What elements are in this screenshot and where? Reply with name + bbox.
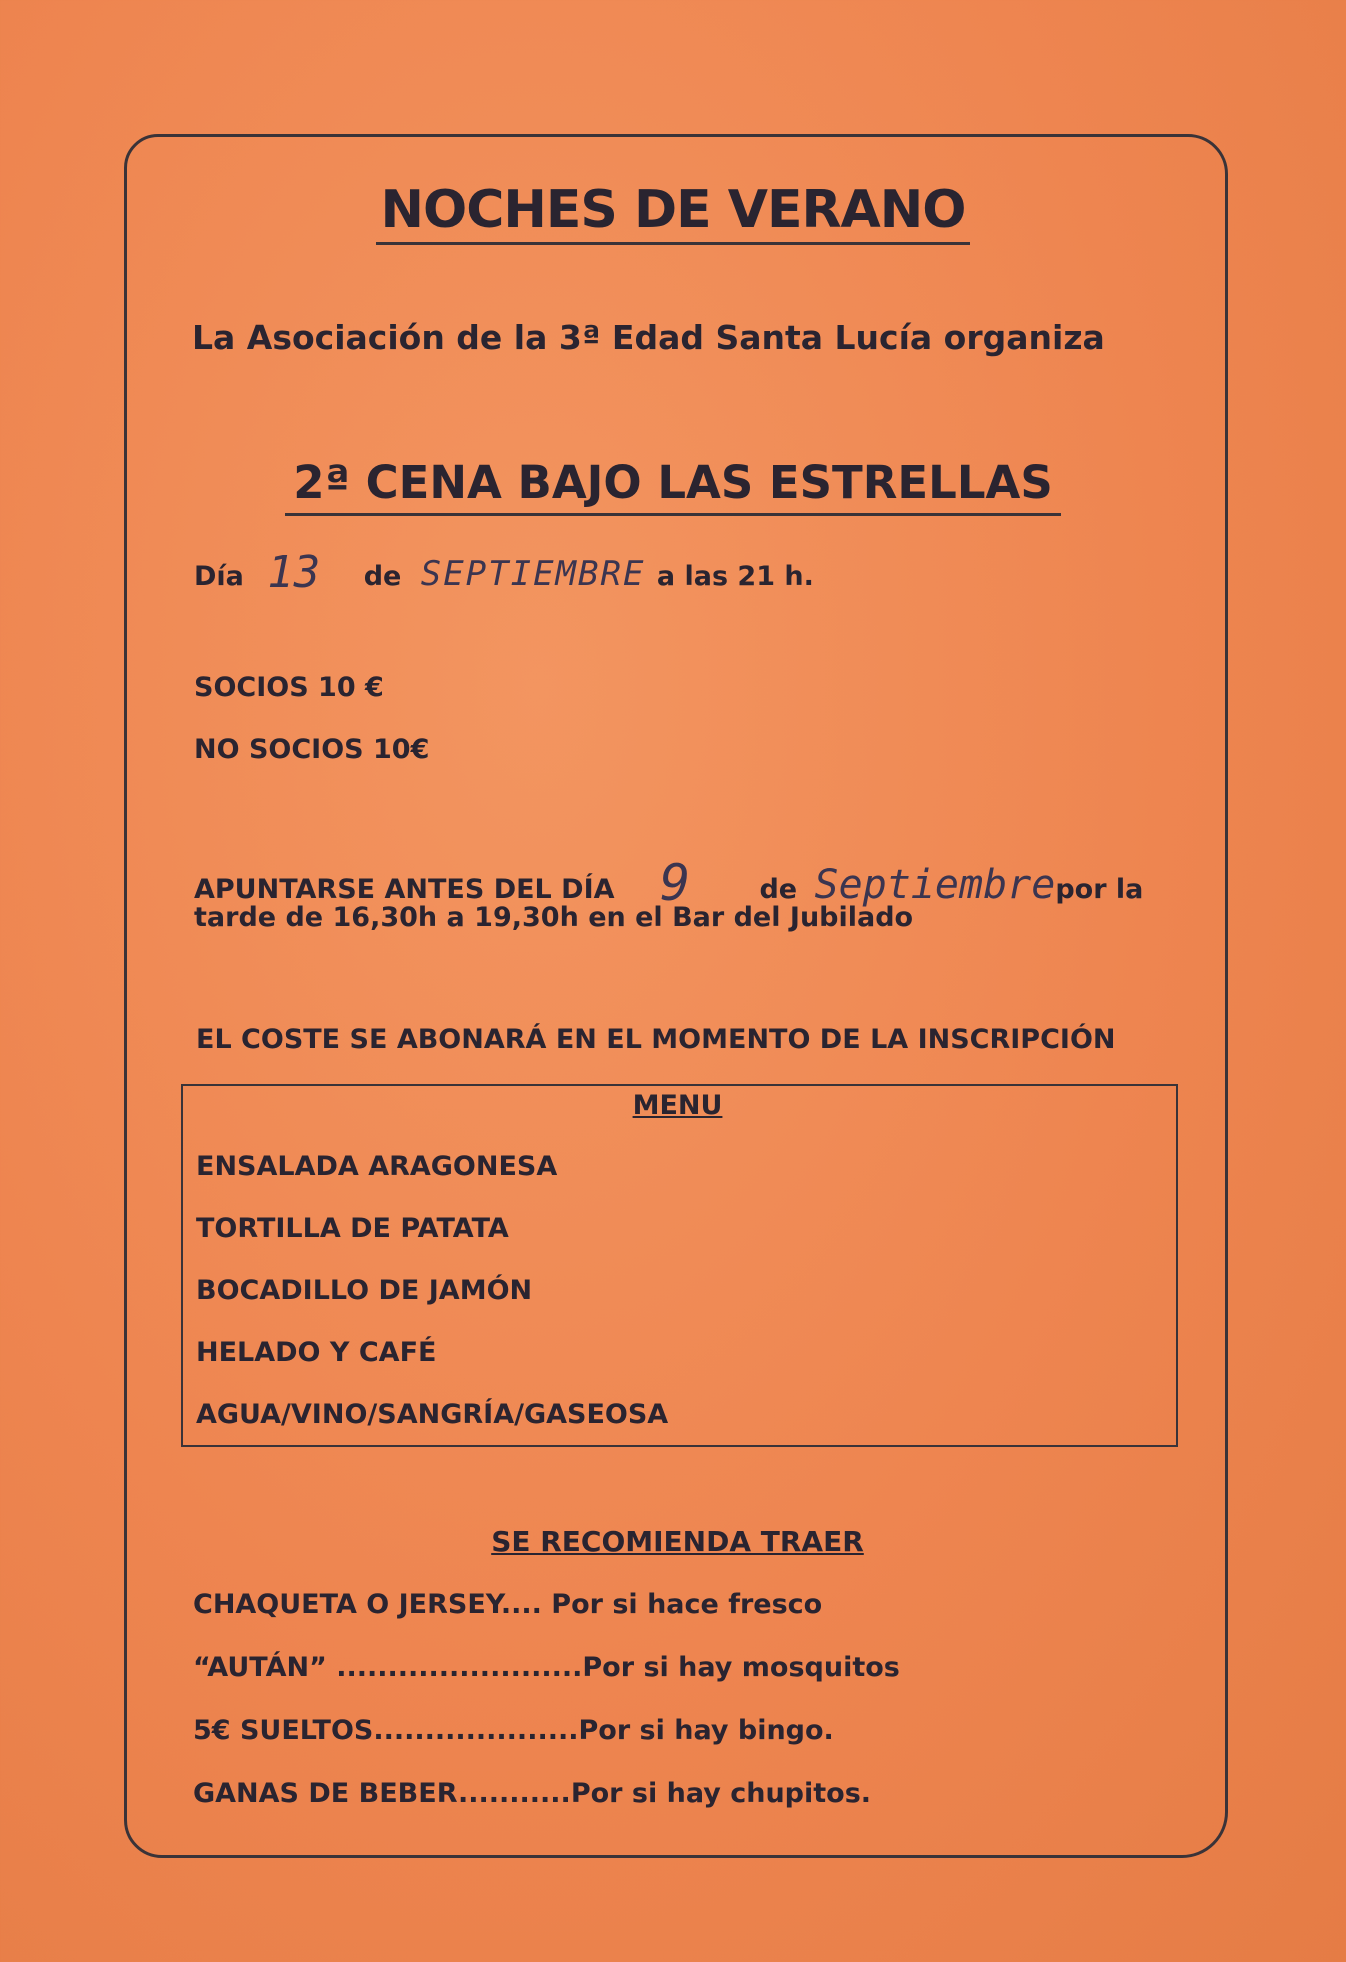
handwritten-day: 13 (267, 547, 321, 598)
recommend-reason: Por si hay bingo. (578, 1715, 834, 1746)
menu-item: TORTILLA DE PATATA (196, 1213, 509, 1244)
recommend-reason: Por si hay chupitos. (570, 1778, 872, 1809)
date-line (194, 545, 814, 596)
recommend-row (193, 1715, 834, 1746)
price-non-members: NO SOCIOS 10€ (194, 734, 430, 765)
menu-box (181, 1084, 1178, 1447)
signup-middle: de (759, 874, 798, 905)
recommend-item: CHAQUETA O JERSEY.... (193, 1589, 542, 1620)
date-suffix: a las 21 h. (656, 561, 814, 592)
poster-title: NOCHES DE VERANO (0, 180, 1346, 240)
handwritten-signup-day: 9 (659, 854, 691, 912)
price-members: SOCIOS 10 € (194, 672, 384, 703)
signup-prefix: APUNTARSE ANTES DEL DÍA (194, 874, 615, 905)
recommend-item: “AUTÁN” ........................ (193, 1652, 583, 1683)
recommend-reason: Por si hace fresco (551, 1589, 823, 1620)
payment-note: EL COSTE SE ABONARÁ EN EL MOMENTO DE LA INSCRIPCIÓN (196, 1024, 1116, 1055)
recommend-reason: Por si hay mosquitos (582, 1652, 900, 1683)
recommend-heading: SE RECOMIENDA TRAER (491, 1525, 864, 1558)
signup-suffix: por la (1055, 874, 1144, 905)
menu-item: HELADO Y CAFÉ (196, 1337, 437, 1368)
recommend-row (193, 1778, 871, 1809)
recommend-item: 5€ SUELTOS.................... (193, 1715, 579, 1746)
recommend-row (193, 1589, 822, 1620)
date-middle: de (363, 561, 402, 592)
recommend-item: GANAS DE BEBER........... (193, 1778, 571, 1809)
handwritten-month: SEPTIEMBRE (420, 554, 646, 594)
organizer-line: La Asociación de la 3ª Edad Santa Lucía organiza (192, 318, 1105, 357)
recommend-row (193, 1652, 900, 1683)
menu-item: ENSALADA ARAGONESA (196, 1151, 558, 1182)
handwritten-signup-month: Septiembre (814, 862, 1056, 908)
menu-item: BOCADILLO DE JAMÓN (196, 1275, 533, 1306)
signup-line-2: tarde de 16,30h a 19,30h en el Bar del Jubilado (194, 902, 914, 933)
date-prefix: Día (194, 561, 244, 592)
menu-heading: MENU (632, 1090, 723, 1121)
menu-item: AGUA/VINO/SANGRÍA/GASEOSA (196, 1399, 669, 1430)
event-name: 2ª CENA BAJO LAS ESTRELLAS (0, 456, 1346, 509)
